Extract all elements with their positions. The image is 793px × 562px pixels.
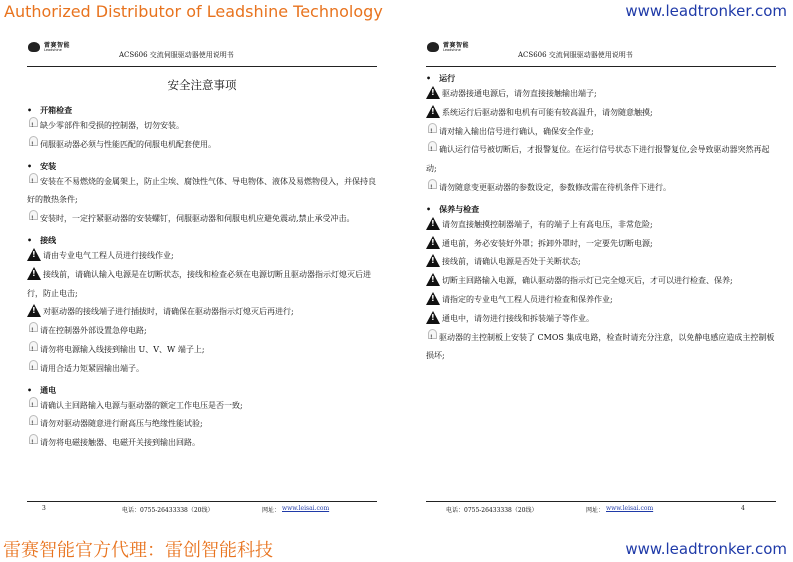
- logo-icon: [27, 40, 42, 55]
- section-heading: [27, 384, 377, 397]
- safety-item: [426, 85, 776, 104]
- logo-cn: 雷赛智能: [443, 41, 470, 49]
- right-page: [426, 40, 776, 518]
- safety-item: [27, 341, 377, 360]
- page-number: 4: [741, 505, 745, 512]
- safety-item-text: 请用合适力矩紧固输出端子。: [40, 363, 144, 373]
- note-icon: [27, 173, 38, 184]
- safety-item-text: 请勿对驱动器随意进行耐高压与绝缘性能试验;: [40, 419, 203, 429]
- left-sections: [27, 104, 377, 453]
- bullet-icon: •: [426, 74, 432, 83]
- note-icon: [27, 360, 38, 371]
- page-header: [426, 40, 776, 67]
- distributor-banner: Authorized Distributor of Leadshine Technology: [4, 2, 383, 21]
- safety-item: [426, 329, 776, 367]
- note-icon: [27, 322, 38, 333]
- page-header: [27, 40, 377, 67]
- note-icon: [27, 136, 38, 147]
- safety-item: [27, 136, 377, 155]
- bullet-icon: •: [27, 161, 33, 171]
- safety-item: [27, 266, 377, 304]
- section: [426, 203, 776, 366]
- page-footer: [27, 501, 377, 516]
- safety-item: [426, 104, 776, 123]
- bullet-icon: •: [27, 106, 33, 115]
- safety-item-text: 系统运行后驱动器和电机有可能有较高温升，请勿随意触摸;: [442, 107, 653, 117]
- safety-item: [27, 415, 377, 434]
- note-icon: [27, 210, 38, 221]
- logo-en: Leadshine: [443, 47, 461, 52]
- warning-icon: [426, 273, 440, 286]
- note-icon: [27, 117, 38, 128]
- bullet-icon: •: [27, 235, 33, 245]
- safety-item-text: 请勿随意变更驱动器的参数设定，参数修改需在待机条件下进行。: [439, 182, 671, 192]
- safety-item: [27, 210, 377, 229]
- section-heading: [27, 104, 377, 117]
- header-title: ACS606 交流伺服驱动器使用说明书: [119, 51, 234, 59]
- safety-item: [426, 272, 776, 291]
- warning-icon: [426, 217, 440, 230]
- header-title: ACS606 交流伺服驱动器使用说明书: [518, 51, 633, 59]
- safety-item-text: 请在控制器外部设置急停电路;: [40, 326, 147, 336]
- safety-item: [27, 247, 377, 266]
- safety-item-text: 切断主回路输入电源，确认驱动器的指示灯已完全熄灭后，才可以进行检查、保养;: [442, 276, 733, 286]
- warning-icon: [426, 86, 440, 99]
- safety-item-text: 请确认主回路输入电源与驱动器的额定工作电压是否一致;: [40, 400, 243, 410]
- section: [27, 384, 377, 453]
- page-number: 3: [42, 505, 46, 512]
- safety-item-text: 安装时，一定拧紧驱动器的安装螺钉，伺服驱动器和伺服电机应避免震动,禁止承受冲击。: [40, 214, 355, 224]
- footer-site-label: 网址：: [262, 507, 281, 514]
- safety-item-text: 伺服驱动器必须与性能匹配的伺服电机配套使用。: [40, 139, 216, 149]
- section-heading: [27, 234, 377, 247]
- warning-icon: [426, 254, 440, 267]
- note-icon: [426, 123, 437, 134]
- safety-item: [27, 173, 377, 211]
- footer-site-link[interactable]: www.leisai.com: [606, 505, 654, 512]
- safety-item-text: 安装在不易燃烧的金属架上，防止尘埃、腐蚀性气体、导电物体、液体及易燃物侵入，并保持良好的散热条件;: [27, 176, 376, 205]
- safety-item: [426, 291, 776, 310]
- footer-phone: 电话：0755-26433338（20线）: [446, 507, 538, 514]
- section-title: 保养与检查: [439, 204, 480, 214]
- warning-icon: [27, 248, 41, 261]
- section: [27, 160, 377, 229]
- website-link-top[interactable]: www.leadtronker.com: [625, 2, 787, 20]
- safety-item: [27, 322, 377, 341]
- note-icon: [27, 341, 38, 352]
- note-icon: [27, 397, 38, 408]
- note-icon: [426, 329, 437, 340]
- safety-item-text: 缺少零部件和受损的控制器，切勿安装。: [40, 121, 184, 130]
- safety-item: [27, 303, 377, 322]
- safety-item: [27, 397, 377, 416]
- safety-item-text: 请勿将电磁接触器、电磁开关接到输出回路。: [40, 438, 200, 448]
- safety-item: [426, 179, 776, 198]
- safety-item-text: 接线前，请确认电源是否处于关断状态;: [442, 257, 581, 267]
- section-title: 通电: [40, 385, 57, 395]
- safety-item-text: 通电前，务必安装好外罩；拆卸外罩时，一定要先切断电源;: [442, 238, 653, 248]
- section-title: 开箱检查: [40, 106, 73, 115]
- safety-item-text: 请对输入输出信号进行确认，确保安全作业;: [439, 126, 594, 136]
- safety-item-text: 请指定的专业电气工程人员进行检查和保养作业;: [442, 294, 613, 304]
- page-footer: [426, 501, 776, 516]
- safety-item-text: 驱动器接通电源后，请勿直接接触输出端子;: [442, 89, 597, 98]
- section-heading: [27, 160, 377, 173]
- note-icon: [27, 434, 38, 445]
- section: [426, 72, 776, 198]
- warning-icon: [426, 311, 440, 324]
- safety-item: [27, 434, 377, 453]
- warning-icon: [426, 105, 440, 118]
- note-icon: [426, 179, 437, 190]
- safety-item: [426, 310, 776, 329]
- section-title: 安装: [40, 161, 57, 171]
- footer-site-link[interactable]: www.leisai.com: [282, 505, 330, 512]
- safety-item: [426, 235, 776, 254]
- bullet-icon: •: [426, 204, 432, 214]
- safety-item-text: 接线前，请确认输入电源是在切断状态，接线和检查必须在电源切断且驱动器指示灯熄灭后进行，防止电击;: [27, 269, 371, 298]
- logo-en: Leadshine: [44, 47, 62, 52]
- logo-icon: [426, 40, 441, 55]
- leadshine-logo: [426, 40, 469, 55]
- warning-icon: [426, 236, 440, 249]
- safety-item-text: 对驱动器的接线端子进行插拔时，请确保在驱动器指示灯熄灭后再进行;: [43, 307, 294, 317]
- agent-banner: 雷赛智能官方代理：雷创智能科技: [3, 540, 273, 561]
- section-title: 接线: [40, 235, 57, 245]
- safety-item: [27, 360, 377, 379]
- left-page: [27, 40, 377, 518]
- section: [27, 104, 377, 155]
- safety-item-text: 确认运行信号被切断后，才报警复位。在运行信号状态下进行报警复位,会导致驱动器突然再起动;: [426, 145, 770, 174]
- safety-item-text: 请由专业电气工程人员进行接线作业;: [43, 250, 174, 260]
- section-heading: [426, 203, 776, 216]
- safety-item-text: 请勿直接触摸控制器端子，有的端子上有高电压，非常危险;: [442, 219, 653, 229]
- safety-item: [426, 141, 776, 179]
- safety-item: [426, 253, 776, 272]
- website-link-bottom[interactable]: www.leadtronker.com: [625, 540, 787, 558]
- section: [27, 234, 377, 379]
- section-title: 运行: [439, 74, 456, 83]
- note-icon: [27, 415, 38, 426]
- warning-icon: [426, 292, 440, 305]
- warning-icon: [27, 267, 41, 280]
- logo-cn: 雷赛智能: [44, 41, 71, 49]
- safety-item-text: 驱动器的主控制板上安装了 CMOS 集成电路，检查时请充分注意，以免静电感应造成主控制板损坏;: [426, 332, 775, 361]
- bullet-icon: •: [27, 385, 33, 395]
- safety-item: [27, 117, 377, 136]
- warning-icon: [27, 304, 41, 317]
- safety-item-text: 通电中，请勿进行接线和拆装端子等作业。: [442, 313, 594, 323]
- footer-site-label: 网址：: [586, 507, 605, 514]
- note-icon: [426, 141, 437, 152]
- doc-title: 安全注意事项: [167, 78, 237, 92]
- section-heading: [426, 72, 776, 85]
- footer-phone: 电话：0755-26433338（20线）: [122, 507, 214, 514]
- safety-item: [426, 123, 776, 142]
- right-sections: [426, 72, 776, 366]
- safety-item: [426, 216, 776, 235]
- safety-item-text: 请勿将电源输入线接到输出 U、V、W 端子上;: [40, 344, 205, 354]
- leadshine-logo: [27, 40, 70, 55]
